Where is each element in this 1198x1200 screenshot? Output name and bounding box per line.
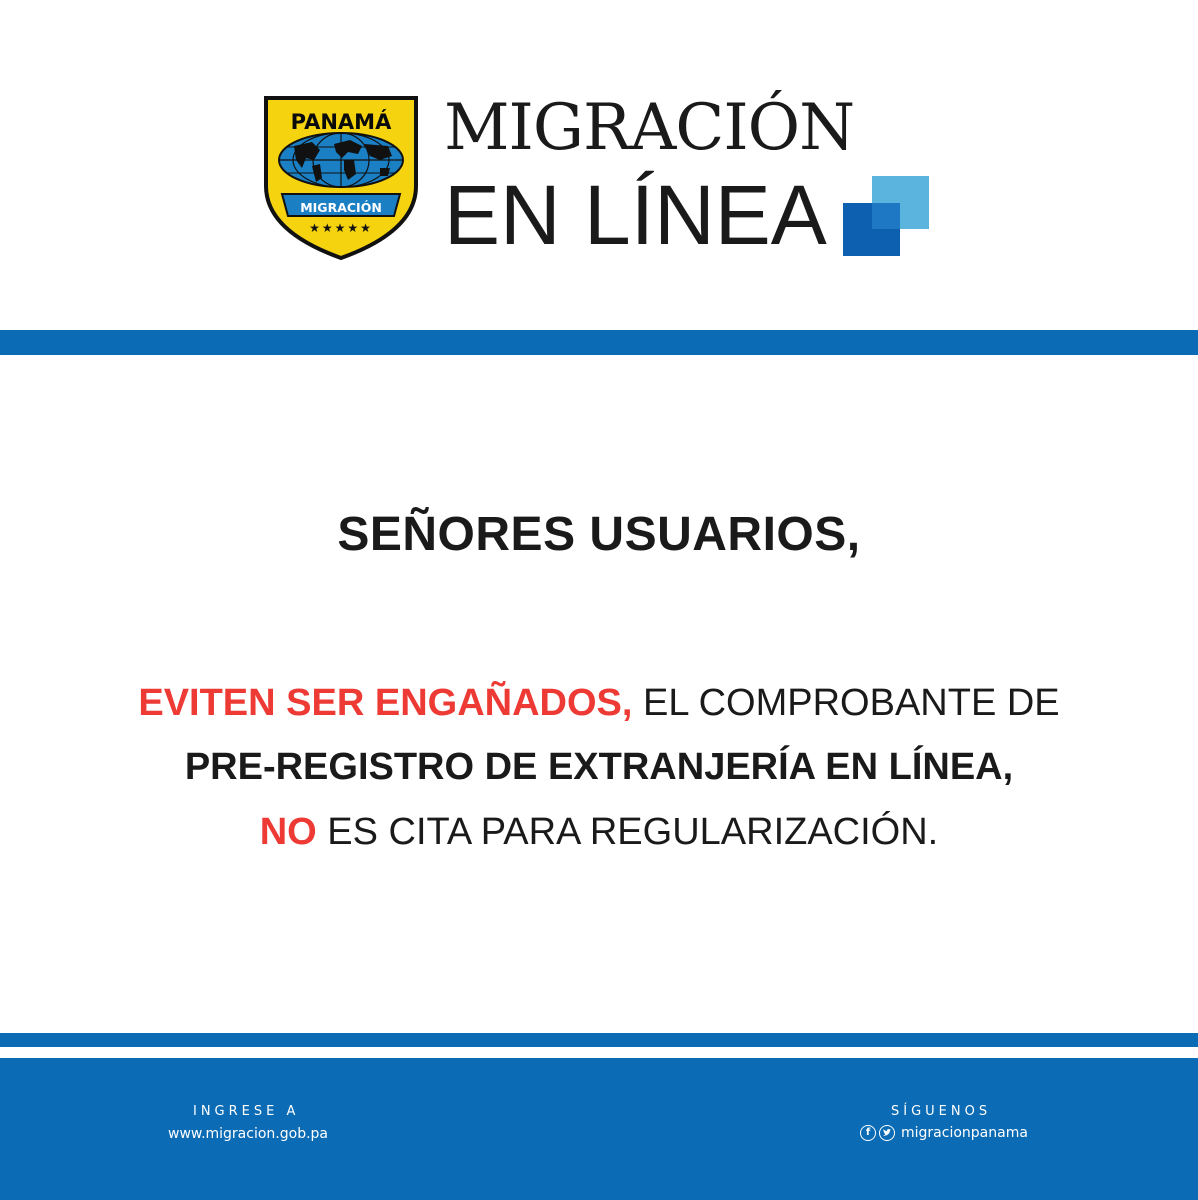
notice-line-2: PRE-REGISTRO DE EXTRANJERÍA EN LÍNEA, xyxy=(184,746,1014,788)
top-divider-stripe xyxy=(0,330,1198,355)
notice-line-1-rest: EL COMPROBANTE DE xyxy=(632,682,1060,724)
notice-line-3 xyxy=(0,811,1198,854)
website-link[interactable]: www.migracion.gob.pa xyxy=(168,1126,328,1142)
warning-text: EVITEN SER ENGAÑADOS, xyxy=(138,682,633,724)
svg-text:★★★★★: ★★★★★ xyxy=(309,221,373,235)
brand-squares-icon xyxy=(843,176,929,256)
notice-line-1 xyxy=(0,682,1198,725)
notice-line-3-rest: ES CITA PARA REGULARIZACIÓN. xyxy=(316,811,939,853)
bottom-divider-stripe xyxy=(0,1033,1198,1047)
social-links xyxy=(860,1124,1028,1142)
notice-message xyxy=(0,355,1198,1033)
brand-title-line2: EN LÍNEA xyxy=(444,168,827,262)
footer xyxy=(0,1058,1198,1200)
brand-title-line1: MIGRACIÓN xyxy=(444,91,855,165)
siguenos-label: SÍGUENOS xyxy=(891,1104,992,1119)
shield-bottom-text: MIGRACIÓN xyxy=(300,200,382,215)
facebook-icon[interactable]: f xyxy=(860,1125,876,1141)
social-handle[interactable]: migracionpanama xyxy=(901,1125,1028,1141)
no-emphasis-text: NO xyxy=(259,811,317,853)
notice-headline: SEÑORES USUARIOS, xyxy=(337,508,861,561)
migracion-shield-logo xyxy=(262,94,420,262)
twitter-icon[interactable] xyxy=(879,1125,895,1141)
header xyxy=(0,0,1198,330)
ingrese-label: INGRESE A xyxy=(193,1104,300,1119)
shield-top-text: PANAMÁ xyxy=(290,110,392,134)
